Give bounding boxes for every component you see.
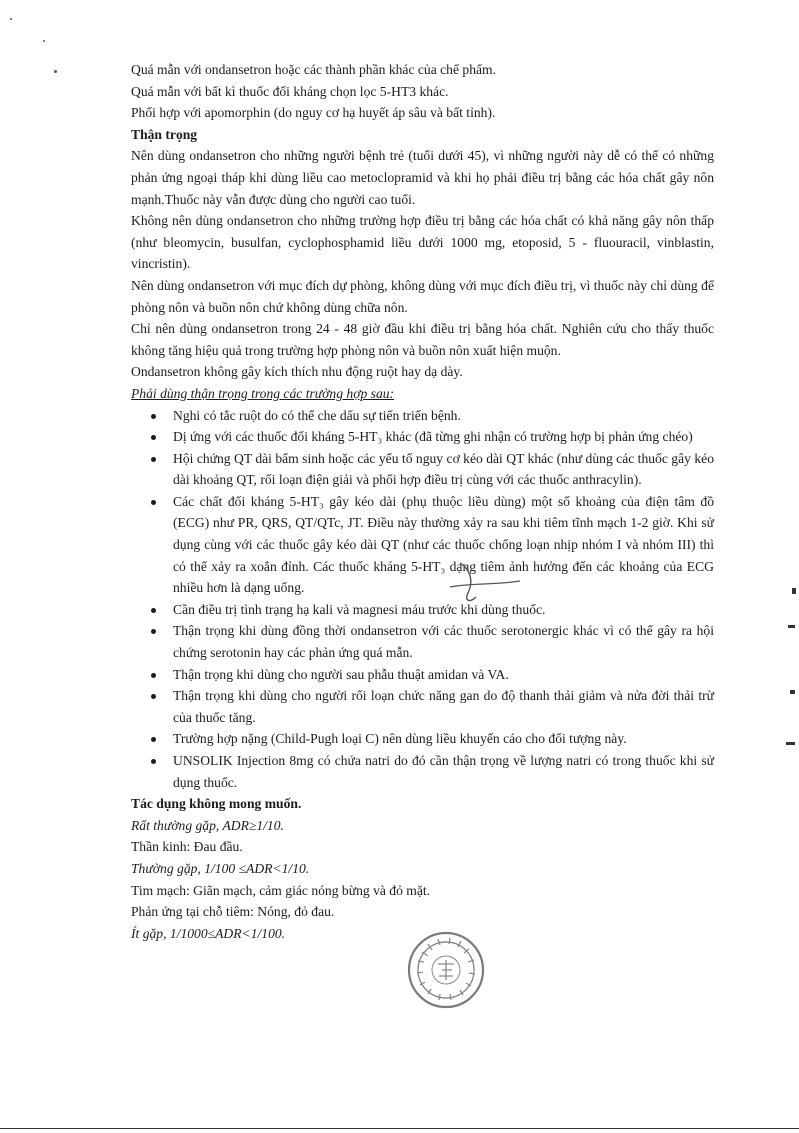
list-item: [131, 405, 714, 427]
bullet-icon: [151, 435, 156, 440]
list-item: [131, 685, 714, 728]
contraindication-line: Quá mẫn với ondansetron hoặc các thành phần khác của chế phẩm.: [131, 62, 497, 77]
list-item-text: Thận trọng khi dùng cho người sau phẫu thuật amidan và VA.: [173, 666, 509, 682]
bullet-icon: [151, 673, 156, 678]
scan-edge-mark: [792, 588, 796, 594]
adr-frequency-common: Thường gặp, 1/100 ≤ADR<1/10.: [131, 860, 310, 876]
bullet-icon: [151, 457, 156, 462]
list-item-text: Thận trọng khi dùng cho người rối loạn chức năng gan do độ thanh thải giảm và nửa đời thải trừ của thuốc tăng.: [173, 688, 714, 725]
adr-heading: Tác dụng không mong muốn.: [131, 796, 302, 812]
caution-paragraph: Không nên dùng ondansetron cho những trường hợp điều trị bằng các hóa chất có khả năng gây nôn thấp (như bleomycin, busulfan, cyclophosphamid liều dưới 1000 mg, etoposid, 5 - fluouracil, vinblastin, vincristin).: [131, 213, 714, 272]
list-item-text: Cần điều trị tình trạng hạ kali và magnesi máu trước khi dùng thuốc.: [173, 601, 546, 617]
adr-frequency-very-common: Rất thường gặp, ADR≥1/10.: [131, 817, 284, 833]
contraindication-line: Phối hợp với apomorphin (do nguy cơ hạ huyết áp sâu và bất tỉnh).: [131, 105, 496, 121]
caution-paragraph: Ondansetron không gây kích thích nhu động ruột hay dạ dày.: [131, 364, 463, 380]
adr-text: Phản ứng tại chỗ tiêm: Nóng, đỏ đau.: [131, 904, 335, 920]
contraindication-line: Quá mẫn với bất kì thuốc đối kháng chọn lọc 5-HT3 khác.: [131, 83, 449, 99]
scan-speck: [54, 70, 57, 73]
list-item: [131, 620, 714, 663]
handwritten-mark-icon: [440, 557, 530, 607]
adr-frequency-uncommon: Ít gặp, 1/1000≤ADR<1/100.: [131, 925, 286, 941]
bullet-icon: [151, 500, 156, 505]
bullet-icon: [151, 414, 156, 419]
list-item: [131, 599, 714, 621]
document-body: [131, 59, 714, 944]
official-seal-stamp-icon: [406, 930, 486, 1010]
list-item-text: UNSOLIK Injection 8mg có chứa natri do đó cần thận trọng về lượng natri có trong thuốc khi sử dụng thuốc.: [173, 753, 714, 790]
bullet-icon: [151, 694, 156, 699]
list-item: [131, 728, 714, 750]
list-item-text: Các chất đối kháng 5-HT₃ gây kéo dài (phụ thuộc liều dùng) một số khoảng của điện tâm đồ (ECG) như PR, QRS, QT/QTc, JT. Điều này thường xảy ra sau khi tiêm tĩnh mạch 1-2 giờ. Khi sử dụng cùng với các thuốc gây kéo dài QT (như các thuốc chống loạn nhịp nhóm I và nhóm III) thì có thể xảy ra xoắn đỉnh. Các thuốc kháng 5-HT₃ dạng tiêm ảnh hưởng đến các khoảng của ECG nhiều hơn là dạng uống.: [173, 493, 714, 596]
list-item-text: Dị ứng với các thuốc đối kháng 5-HT₃ khác (đã từng ghi nhận có trường hợp bị phản ứng chéo): [173, 429, 693, 445]
adr-text: Tim mạch: Giãn mạch, cảm giác nóng bừng và đỏ mặt.: [131, 882, 431, 898]
list-item: [131, 491, 714, 599]
caution-paragraph: Nên dùng ondansetron với mục đích dự phòng, không dùng với mục đích điều trị, vì thuốc này chỉ dùng để phòng nôn và buồn nôn chứ không dùng chữa nôn.: [131, 277, 714, 315]
list-item-text: Hội chứng QT dài bẩm sinh hoặc các yếu tố nguy cơ kéo dài QT khác (như dùng các thuốc gây kéo dài khoảng QT, rối loạn điện giải và phối hợp điều trị cùng với các thuốc anthracylin).: [173, 450, 714, 488]
bullet-icon: [151, 608, 156, 613]
list-item: [131, 448, 714, 491]
caution-heading: Thận trọng: [131, 126, 198, 142]
scan-edge-mark: [788, 625, 795, 628]
list-item-text: Thận trọng khi dùng đồng thời ondansetron với các thuốc serotonergic khác vì có thể gây ra hội chứng serotonin hay các phản ứng quá mẫn.: [173, 623, 714, 661]
caution-bullet-list: [131, 405, 714, 794]
caution-paragraph: Chỉ nên dùng ondansetron trong 24 - 48 giờ đầu khi điều trị bằng hóa chất. Nghiên cứu cho thấy thuốc không tăng hiệu quả trong trường hợp phòng nôn và buồn nôn xuất hiện muộn.: [131, 321, 714, 358]
bullet-icon: [151, 759, 156, 764]
scan-edge-mark: [790, 690, 795, 694]
page-bottom-border: [0, 1128, 799, 1129]
scan-speck: [10, 18, 12, 20]
list-item: [131, 426, 714, 448]
list-item-text: Nghi có tắc ruột do có thể che dấu sự tiến triển bệnh.: [173, 407, 461, 423]
list-item-text: Trường hợp nặng (Child-Pugh loại C) nên dùng liều khuyến cáo cho đối tượng này.: [173, 731, 627, 747]
special-caution-label: Phải dùng thận trọng trong các trường hợp sau:: [131, 385, 395, 401]
adr-text: Thần kinh: Đau đầu.: [131, 839, 243, 855]
scan-edge-mark: [786, 742, 795, 745]
list-item: [131, 750, 714, 793]
bullet-icon: [151, 629, 156, 634]
caution-paragraph: Nên dùng ondansetron cho những người bệnh trẻ (tuổi dưới 45), vì những người này dễ có thể có những phản ứng ngoại tháp khi dùng liều cao metoclopramid và khi họ phải điều trị bằng các hóa chất gây nôn mạnh.Thuốc này vẫn được dùng cho người cao tuổi.: [131, 148, 714, 207]
list-item: [131, 664, 714, 686]
scan-speck: [43, 40, 45, 42]
bullet-icon: [151, 737, 156, 742]
